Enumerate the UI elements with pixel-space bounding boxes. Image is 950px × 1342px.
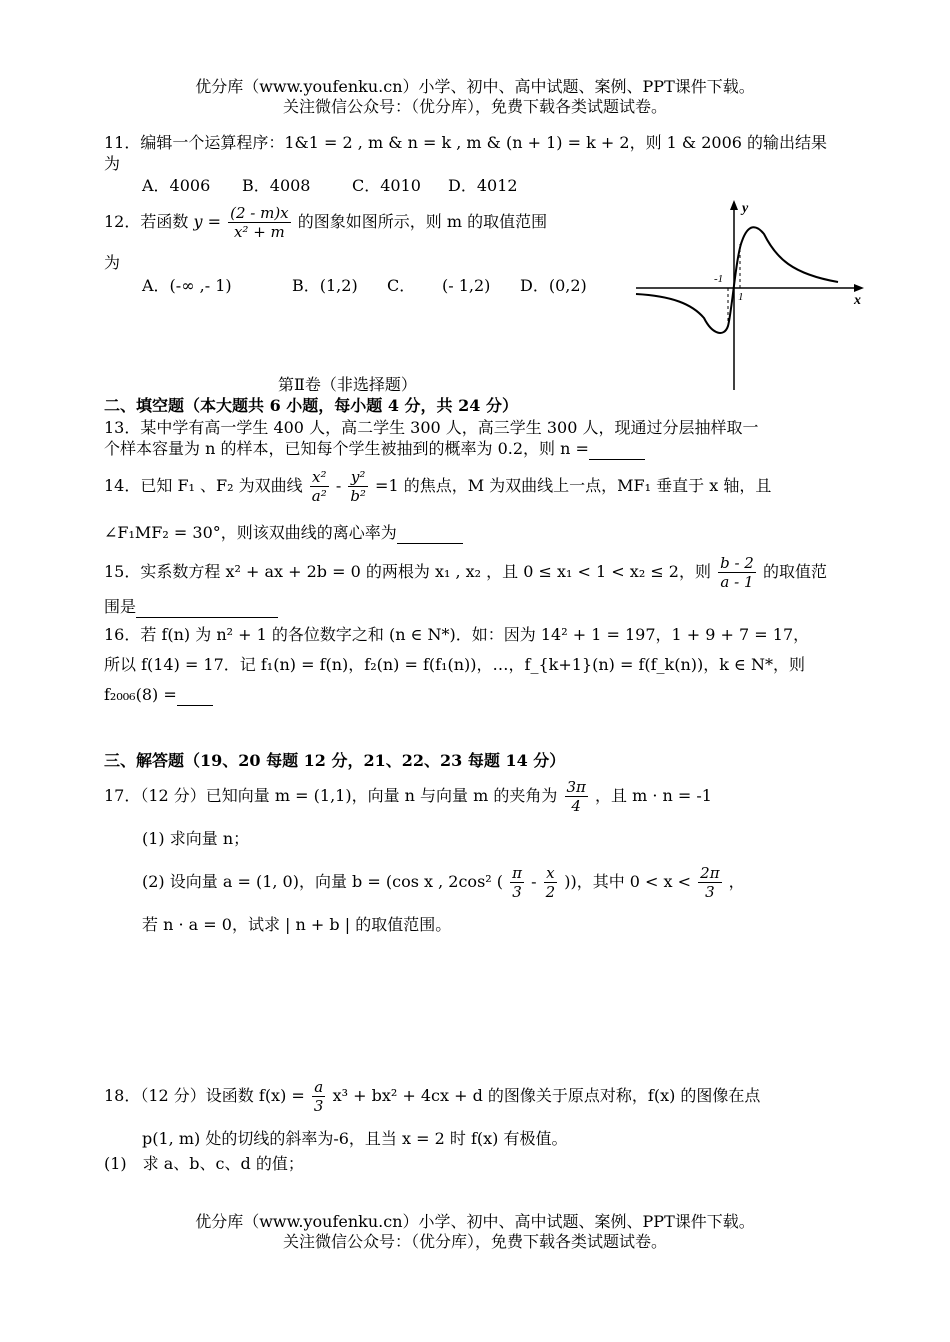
q18-line-1	[104, 1076, 760, 1116]
q12-options	[142, 275, 587, 297]
q17-sub2-minus: -	[531, 872, 537, 891]
q14-frac2-num: y²	[348, 468, 368, 487]
q17-prefix: 17．（12 分）已知向量 m = (1,1)，向量 n 与向量 m 的夹角为	[104, 786, 558, 805]
q11-option-b: B．4008	[242, 176, 311, 195]
q16-line-3	[104, 684, 213, 706]
q17-suffix: ，且 m · n = -1	[595, 786, 712, 805]
q17-sub2-frac1-num: π	[512, 864, 522, 882]
q15-line-2-text: 围是	[104, 597, 137, 616]
q17-sub2-frac2-num: x	[544, 864, 558, 883]
q15-frac-num: b - 2	[720, 554, 754, 572]
q14-prefix: 14．已知 F₁ 、F₂ 为双曲线	[104, 476, 303, 495]
q15-answer-blank[interactable]	[136, 599, 278, 618]
footer-line-2: 关注微信公众号：（优分库），免费下载各类试题试卷。	[282, 1232, 667, 1251]
q16-line-3-text: f₂₀₀₆(8) =	[104, 685, 177, 704]
q14-frac-1	[310, 468, 329, 505]
q17-sub2-frac3-num: 2π	[700, 864, 720, 882]
q12-func-num: (2 - m)x	[230, 204, 289, 222]
q14-minus: -	[335, 476, 342, 495]
q15-frac-den: a - 1	[720, 573, 754, 591]
q17-sub2-prefix: (2) 设向量 a = (1, 0)，向量 b = (cos x , 2cos² (	[142, 872, 504, 891]
x-axis-label: x	[854, 293, 861, 308]
q17-sub-1: (1) 求向量 n；	[142, 829, 250, 848]
q17-sub-2-line-2: 若 n · a = 0，试求 | n + b | 的取值范围。	[142, 915, 452, 934]
y-axis-label: y	[742, 201, 749, 216]
tick-label-neg1: -1	[714, 273, 724, 285]
q16-line-1: 16．若 f(n) 为 n² + 1 的各位数字之和 (n ∈ N*)．如：因为 14² + 1 = 197，1 + 9 + 7 = 17，	[104, 625, 810, 644]
q14-line-2-text: ∠F₁MF₂ = 30°，则该双曲线的离心率为	[104, 523, 397, 542]
q12-func-den: x² + m	[233, 223, 285, 241]
q17-sub2-frac-1	[510, 864, 524, 901]
q16-answer-blank[interactable]	[177, 687, 213, 706]
q12-stem	[104, 202, 547, 242]
q15-suffix: 的取值范	[762, 562, 827, 581]
q14-line-1	[104, 466, 771, 506]
q16-line-2: 所以 f(14) = 17．记 f₁(n) = f(n)，f₂(n) = f(f₁(n))，…，f_{k+1}(n) = f(f_k(n))，k ∈ N*，则	[104, 655, 805, 674]
q18-line-2: p(1, m) 处的切线的斜率为-6，且当 x = 2 时 f(x) 有极值。	[142, 1129, 568, 1148]
q14-line-2	[104, 522, 463, 544]
part2-section-title: 二、填空题（本大题共 6 小题，每小题 4 分，共 24 分）	[104, 396, 518, 415]
q14-frac1-den: a²	[311, 487, 327, 505]
q13-line-2-text: 个样本容量为 n 的样本，已知每个学生被抽到的概率为 0.2，则 n =	[104, 439, 589, 458]
q18-frac-den: 3	[313, 1097, 324, 1115]
q11-stem-cont: 为	[104, 154, 121, 173]
q12-option-c-label: C．	[387, 276, 416, 295]
q11-options	[142, 175, 518, 197]
q17-angle-fraction	[565, 778, 588, 815]
q17-sub2-frac1-den: 3	[512, 883, 522, 901]
q12-suffix: 的图象如图所示，则 m 的取值范围	[297, 212, 548, 231]
q17-sub2-end: ，	[728, 872, 745, 891]
y-axis-arrow	[730, 200, 738, 210]
q18-sub-1: (1) 求 a、b、c、d 的值；	[104, 1154, 304, 1173]
q17-sub2-frac2-den: 2	[545, 883, 556, 901]
q11-option-a: A．4006	[142, 176, 211, 195]
q13-answer-blank[interactable]	[589, 441, 645, 460]
q15-prefix: 15．实系数方程 x² + ax + 2b = 0 的两根为 x₁ , x₂ ，且 0 ≤ x₁ < 1 < x₂ ≤ 2，则	[104, 562, 711, 581]
q12-func-fraction	[228, 204, 291, 241]
q15-line-1	[104, 552, 827, 592]
q12-prefix: 12．若函数	[104, 212, 189, 231]
q14-frac-2	[348, 468, 368, 505]
q17-line-1	[104, 776, 712, 816]
part3-section-title: 三、解答题（19、20 每题 12 分，21、22、23 每题 14 分）	[104, 751, 566, 770]
q12-func-lhs: y =	[193, 212, 221, 231]
q17-sub2-frac3-den: 3	[705, 883, 715, 901]
q11-stem: 11．编辑一个运算程序：1&1 = 2 , m & n = k , m & (n + 1) = k + 2，则 1 & 2006 的输出结果	[104, 133, 828, 152]
q12-option-d: D．(0,2)	[520, 276, 587, 295]
tick-label-1: 1	[738, 291, 744, 303]
header-line-2: 关注微信公众号：（优分库），免费下载各类试题试卷。	[282, 97, 667, 116]
q12-option-a: A．(-∞ ,- 1)	[142, 276, 232, 295]
q17-sub2-frac-2	[544, 864, 558, 901]
q11-option-d: D．4012	[448, 176, 518, 195]
q11-option-c: C．4010	[352, 176, 421, 195]
q14-suffix: =1 的焦点，M 为双曲线上一点，MF₁ 垂直于 x 轴，且	[375, 476, 772, 495]
q14-answer-blank[interactable]	[397, 525, 463, 544]
footer-line-1: 优分库（www.youfenku.cn）小学、初中、高中试题、案例、PPT课件下载。	[195, 1212, 755, 1231]
q12-option-c-value: (- 1,2)	[442, 276, 491, 295]
q18-prefix: 18．（12 分）设函数 f(x) =	[104, 1086, 305, 1105]
q15-line-2	[104, 596, 278, 618]
q18-suffix: x³ + bx² + 4cx + d 的图像关于原点对称，f(x) 的图像在点	[332, 1086, 761, 1105]
q17-sub-2-line-1	[142, 862, 745, 902]
q14-frac2-den: b²	[350, 487, 366, 505]
function-graph	[632, 196, 868, 392]
q17-frac-den: 4	[571, 797, 581, 815]
q12-stem-cont: 为	[104, 253, 121, 272]
part2-title: 第Ⅱ卷（非选择题）	[278, 375, 417, 394]
q17-frac-num: 3π	[566, 778, 586, 796]
q17-sub2-frac-3	[698, 864, 721, 901]
q14-frac1-num: x²	[310, 468, 329, 487]
function-curve	[636, 227, 838, 333]
q17-sub2-mid: ))，其中 0 < x <	[564, 872, 692, 891]
q15-fraction	[718, 554, 756, 591]
q18-fraction	[312, 1078, 326, 1115]
q13-line-1: 13．某中学有高一学生 400 人，高二学生 300 人，高三学生 300 人，现通过分层抽样取一	[104, 418, 759, 437]
x-axis-arrow	[854, 284, 864, 292]
q13-line-2	[104, 438, 645, 460]
q18-frac-num: a	[312, 1078, 326, 1097]
header-line-1: 优分库（www.youfenku.cn）小学、初中、高中试题、案例、PPT课件下载。	[195, 77, 755, 96]
q12-option-b: B．(1,2)	[292, 276, 358, 295]
